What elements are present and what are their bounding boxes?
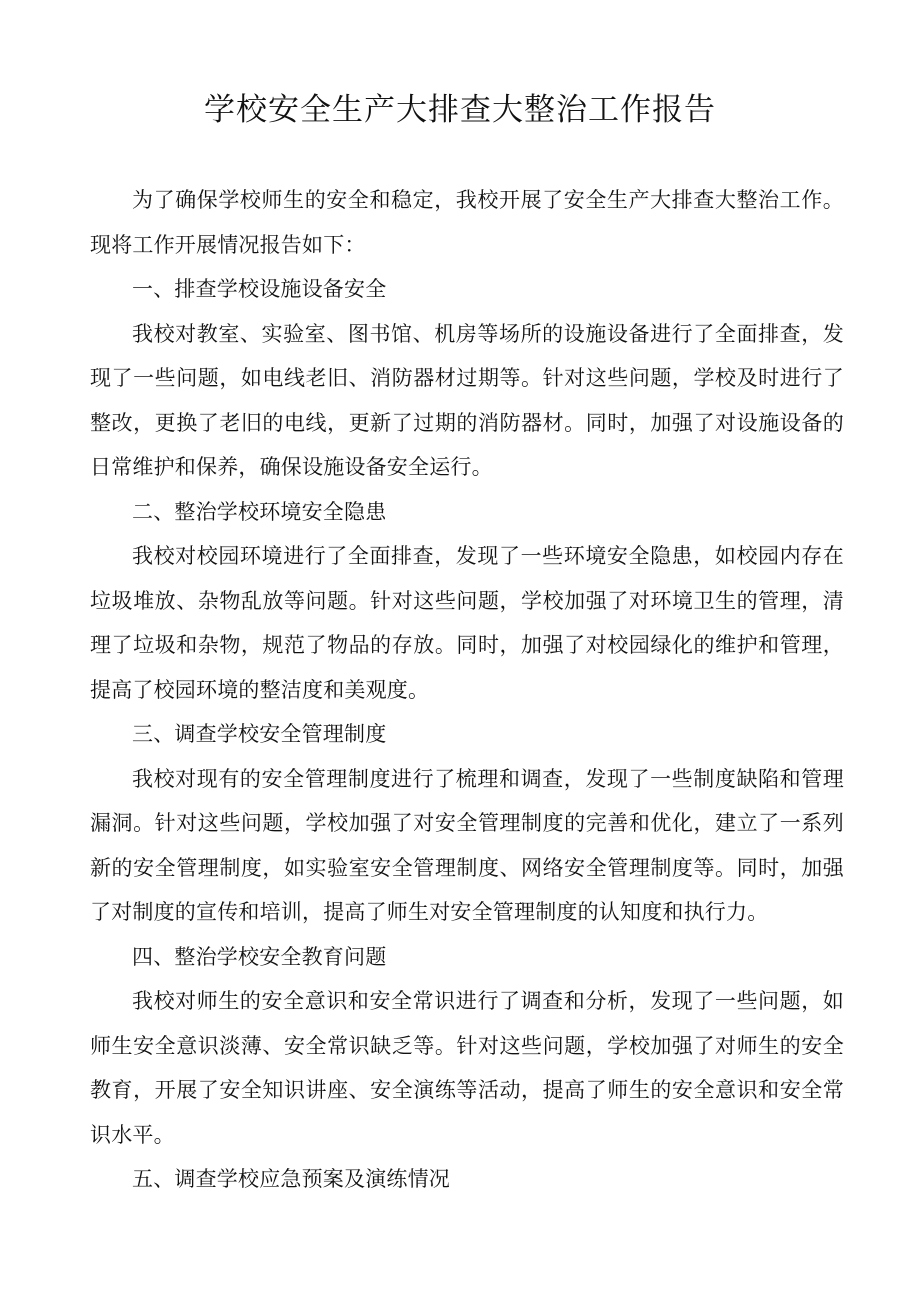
section-heading-2: 二、整治学校环境安全隐患 <box>132 499 387 524</box>
section-paragraph-2: 我校对校园环境进行了全面排查，发现了一些环境安全隐患，如校园内存在垃圾堆放、杂物乱放等问题。针对这些问题，学校加强了对环境卫生的管理，清理了垃圾和杂物，规范了物品的存放。同时，加强了对校园绿化的维护和管理，提高了校园环境的整洁度和美观度。 <box>90 544 844 702</box>
section-paragraph-4: 我校对师生的安全意识和安全常识进行了调查和分析，发现了一些问题，如师生安全意识淡薄、安全常识缺乏等。针对这些问题，学校加强了对师生的安全教育，开展了安全知识讲座、安全演练等活动，提高了师生的安全意识和安全常识水平。 <box>90 989 844 1147</box>
section-heading-5: 五、调查学校应急预案及演练情况 <box>132 1167 450 1191</box>
intro-paragraph: 为了确保学校师生的安全和稳定，我校开展了安全生产大排查大整治工作。现将工作开展情况报告如下： <box>90 188 844 257</box>
document-title: 学校安全生产大排查大整治工作报告 <box>204 92 716 128</box>
section-heading-3: 三、调查学校安全管理制度 <box>132 722 387 746</box>
section-heading-4: 四、整治学校安全教育问题 <box>132 944 387 969</box>
section-heading-1: 一、排查学校设施设备安全 <box>132 277 387 301</box>
document-body <box>90 178 844 1202</box>
section-paragraph-3: 我校对现有的安全管理制度进行了梳理和调查，发现了一些制度缺陷和管理漏洞。针对这些问题，学校加强了对安全管理制度的完善和优化，建立了一系列新的安全管理制度，如实验室安全管理制度、网络安全管理制度等。同时，加强了对制度的宣传和培训，提高了师生对安全管理制度的认知度和执行力。 <box>90 766 844 924</box>
section-paragraph-1: 我校对教室、实验室、图书馆、机房等场所的设施设备进行了全面排查，发现了一些问题，如电线老旧、消防器材过期等。针对这些问题，学校及时进行了整改，更换了老旧的电线，更新了过期的消防器材。同时，加强了对设施设备的日常维护和保养，确保设施设备安全运行。 <box>90 321 844 479</box>
